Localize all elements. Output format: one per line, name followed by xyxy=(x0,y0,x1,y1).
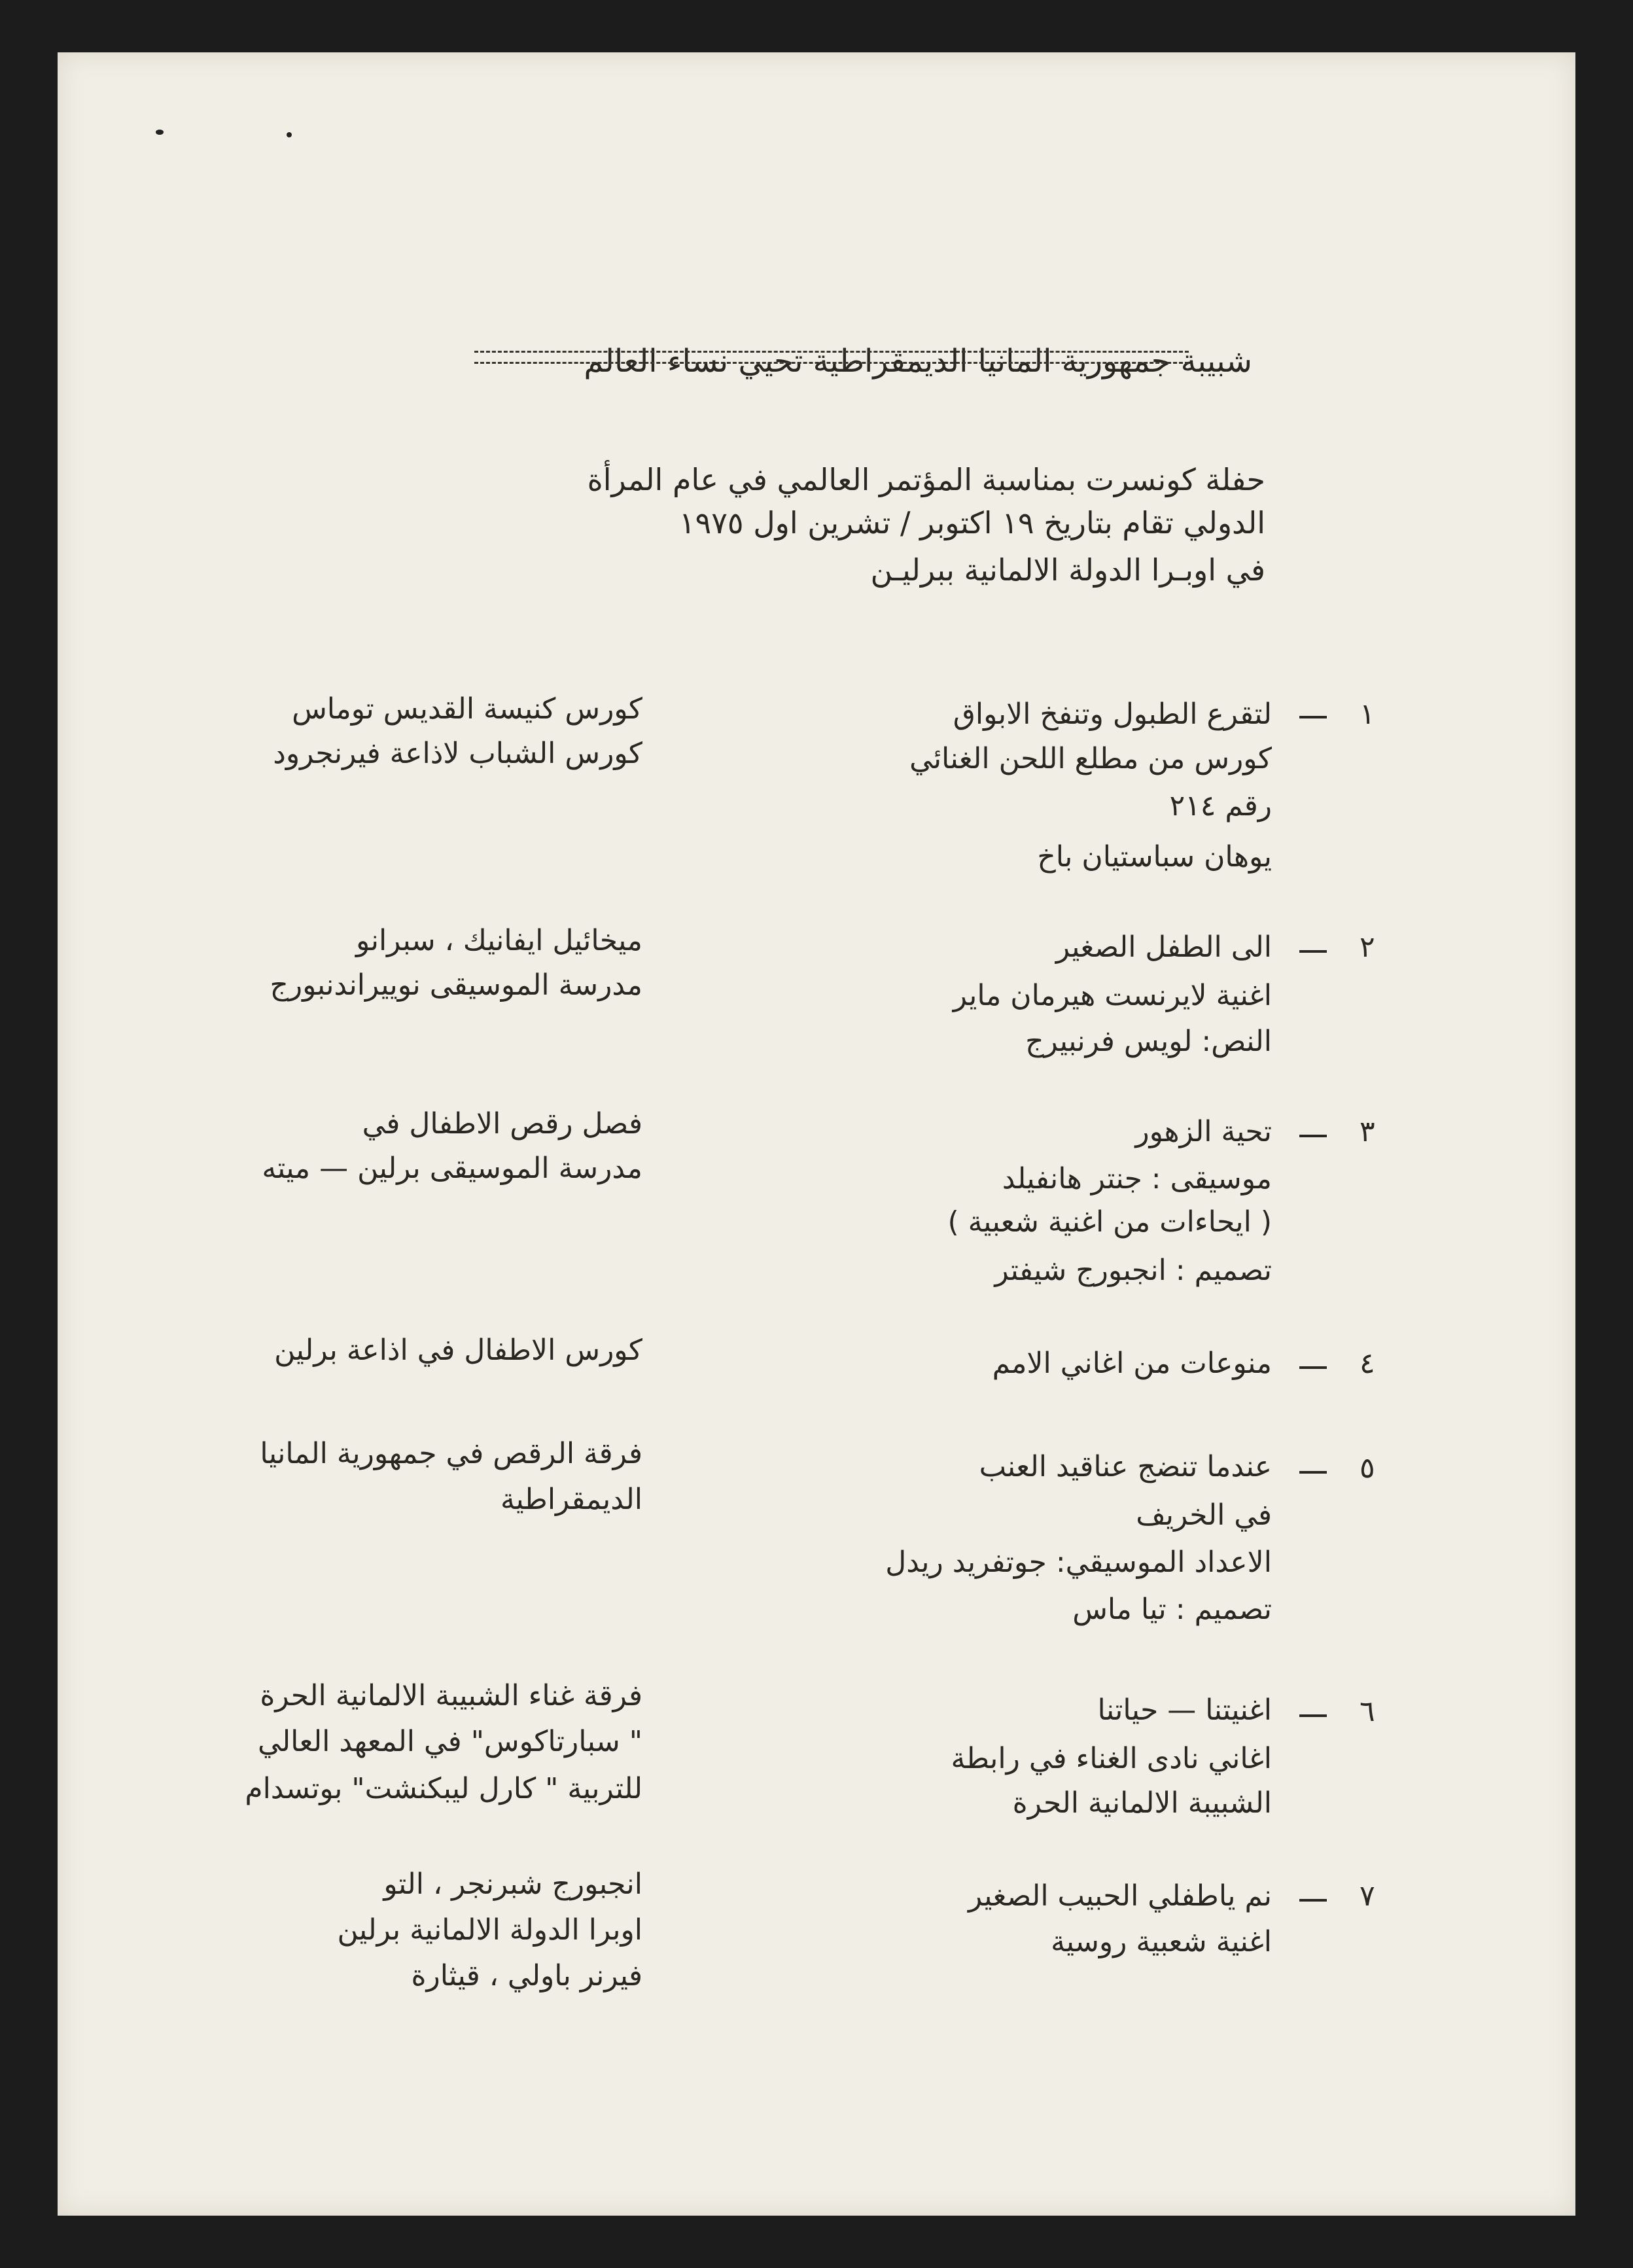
title-underline xyxy=(474,351,1189,364)
performer-line: " سبارتاكوس" في المعهد العالي xyxy=(258,1725,642,1758)
program-item-line: عندما تنضج عناقيد العنب xyxy=(979,1450,1272,1483)
program-item-line: تصميم : انجبورج شيفتر xyxy=(994,1254,1272,1287)
program-item-line: الاعداد الموسيقي: جوتفريد ريدل xyxy=(885,1546,1272,1579)
performer-line: ميخائيل ايفانيك ، سبرانو xyxy=(355,924,642,957)
program-item-line: اغنيتنا — حياتنا xyxy=(1097,1693,1272,1727)
program-item-line: اغاني نادى الغناء في رابطة xyxy=(951,1742,1272,1775)
program-item-line: لتقرع الطبول وتنفخ الابواق xyxy=(953,698,1272,731)
program-item-line: رقم ٢١٤ xyxy=(1169,789,1272,823)
performer-line: فصل رقص الاطفال في xyxy=(362,1107,642,1141)
ink-speck xyxy=(287,132,292,137)
performer-line: فرقة غناء الشبيبة الالمانية الحرة xyxy=(260,1679,642,1712)
performer-line: مدرسة الموسيقى برلين — ميته xyxy=(262,1152,642,1185)
program-item-line: الى الطفل الصغير xyxy=(1055,930,1272,964)
intro-line: حفلة كونسرت بمناسبة المؤتمر العالمي في عام المرأة xyxy=(587,462,1265,497)
item-dash xyxy=(1299,1135,1327,1137)
program-item-line: منوعات من اغاني الامم xyxy=(992,1347,1272,1380)
program-item-line: كورس من مطلع اللحن الغنائي xyxy=(909,742,1272,775)
program-item-line: تصميم : تيا ماس xyxy=(1072,1593,1272,1626)
item-number: ٥ xyxy=(1360,1451,1375,1485)
item-number: ٧ xyxy=(1360,1879,1375,1913)
item-number: ٣ xyxy=(1360,1115,1375,1148)
program-item-line: ( ايحاءات من اغنية شعبية ) xyxy=(947,1205,1272,1239)
ink-speck xyxy=(156,130,164,135)
program-item-line: اغنية شعبية روسية xyxy=(1051,1925,1272,1958)
item-number: ٢ xyxy=(1360,930,1375,964)
item-dash xyxy=(1299,716,1327,718)
performer-line: كورس الشباب لاذاعة فيرنجرود xyxy=(273,737,642,770)
program-item-line: في الخريف xyxy=(1136,1498,1272,1532)
performer-line: كورس كنيسة القديس توماس xyxy=(292,692,642,726)
program-item-line: اغنية لايرنست هيرمان ماير xyxy=(953,979,1272,1012)
item-number: ٤ xyxy=(1360,1347,1375,1380)
program-item-line: النص: لويس فرنبيرج xyxy=(1025,1025,1272,1058)
item-dash xyxy=(1299,1366,1327,1369)
item-number: ٦ xyxy=(1360,1695,1375,1728)
program-item-line: موسيقى : جنتر هانفيلد xyxy=(1002,1162,1272,1196)
performer-line: مدرسة الموسيقى نوييراندنبورج xyxy=(270,968,642,1002)
performer-line: فرقة الرقص في جمهورية المانيا xyxy=(260,1437,642,1470)
program-item-line: تحية الزهور xyxy=(1135,1115,1272,1148)
document-title: شبيبة جمهورية المانيا الديمقراطية تحيي نساء العالم xyxy=(584,343,1252,380)
performer-line: كورس الاطفال في اذاعة برلين xyxy=(274,1334,642,1367)
item-dash xyxy=(1299,1899,1327,1902)
program-item-line: نم ياطفلي الحبيب الصغير xyxy=(968,1879,1272,1913)
performer-line: للتربية " كارل ليبكنشت" بوتسدام xyxy=(245,1772,642,1805)
intro-line: الدولي تقام بتاريخ ١٩ اكتوبر / تشرين اول ١٩٧٥ xyxy=(678,505,1265,540)
performer-line: اوبرا الدولة الالمانية برلين xyxy=(337,1913,642,1947)
item-number: ١ xyxy=(1360,698,1375,731)
performer-line: الديمقراطية xyxy=(500,1483,642,1516)
intro-line: في اوبـرا الدولة الالمانية ببرليـن xyxy=(870,552,1265,588)
item-dash xyxy=(1299,1471,1327,1474)
document-page xyxy=(58,52,1575,2216)
item-dash xyxy=(1299,950,1327,953)
item-dash xyxy=(1299,1714,1327,1717)
performer-line: انجبورج شبرنجر ، التو xyxy=(383,1868,642,1901)
performer-line: فيرنر باولي ، قيثارة xyxy=(411,1959,642,1993)
program-item-line: يوهان سباستيان باخ xyxy=(1037,840,1272,874)
program-item-line: الشبيبة الالمانية الحرة xyxy=(1012,1786,1272,1820)
